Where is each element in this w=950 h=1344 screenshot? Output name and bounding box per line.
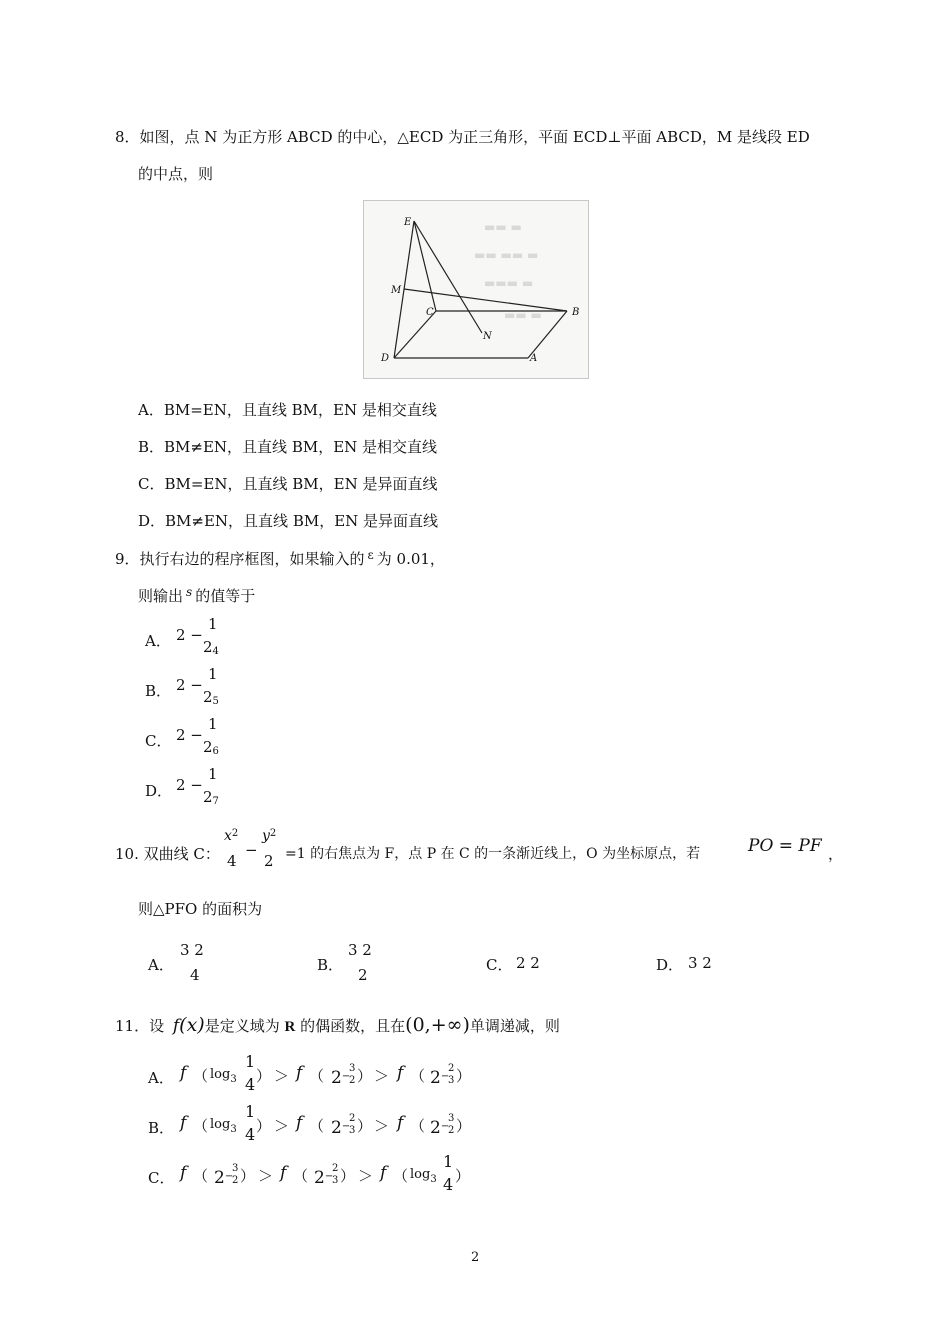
paren-left: （ [309, 1067, 325, 1085]
q9-line2 [138, 585, 255, 606]
exp-num: 3 [349, 1063, 356, 1074]
exp-den: 3 [332, 1175, 339, 1186]
power-term [430, 1068, 449, 1088]
segment-EN [414, 221, 482, 333]
minus-sign: − [245, 841, 258, 859]
exp-num: 2 [448, 1063, 455, 1074]
paren-left: （ [193, 1117, 209, 1135]
func-f: f [296, 1063, 303, 1083]
q9-line2-tail: 的值等于 [195, 587, 256, 605]
frac1-denominator: 4 [227, 852, 237, 870]
q8-line1: 8．如图，点 N 为正方形 ABCD 的中心，△ECD 为正三角形，平面 ECD⊥平面 ABCD，M 是线段 ED [115, 128, 810, 146]
geometry-figure [363, 200, 589, 379]
label-B: B [572, 307, 580, 318]
exp-num: 2 [332, 1163, 339, 1174]
var-x: x [224, 828, 232, 844]
q9-line1-tail: 为 0.01， [376, 550, 445, 568]
func-arg: (x) [179, 1014, 205, 1036]
paren-left: （ [193, 1167, 209, 1185]
power-base: 2 [430, 1118, 441, 1138]
numerator: 1 [208, 765, 218, 783]
log-term [410, 1167, 437, 1185]
power-base: 2 [331, 1068, 342, 1088]
denominator [203, 638, 219, 657]
func-f: f [296, 1113, 303, 1133]
power-term [314, 1168, 333, 1188]
q8-option-c: C．BM=EN，且直线 BM，EN 是异面直线 [138, 475, 438, 493]
paren-right: ） [240, 1167, 256, 1185]
option-label: C． [148, 1169, 175, 1187]
option-label: A． [148, 1069, 174, 1087]
q10-rest: =1 的右焦点为 F，点 P 在 C 的一条渐近线上，O 为坐标原点，若 [285, 846, 701, 862]
option-label: D． [145, 782, 173, 800]
numerator: 1 [208, 615, 218, 633]
var-y: y [262, 828, 270, 844]
paren-left: （ [410, 1117, 426, 1135]
numerator: 1 [208, 665, 218, 683]
log-term [210, 1117, 237, 1135]
label-E: E [404, 217, 412, 228]
frac-four: 4 [245, 1125, 256, 1144]
lead-term: 2 − [176, 626, 203, 644]
q11-prefix: 11．设 [115, 1017, 165, 1035]
func-f: f [180, 1113, 187, 1133]
gt-sign: ＞ [374, 1067, 390, 1085]
edge-EC [414, 221, 436, 311]
func-f: f [397, 1063, 404, 1083]
exp-den: 3 [448, 1075, 455, 1086]
power-neg: − [440, 1121, 450, 1132]
frac2-numerator [262, 828, 276, 844]
paren-right: ） [456, 1067, 472, 1085]
scan-ghost-text: ▬▬ ▬▬ ▬ [474, 248, 539, 262]
label-N: N [483, 331, 492, 342]
den-base: 2 [203, 638, 213, 656]
s-symbol: s [186, 585, 193, 599]
exp-num: 2 [349, 1113, 356, 1124]
func-f: f [380, 1163, 387, 1183]
q9-line1-text: 9．执行右边的程序框图，如果输入的 [115, 550, 365, 568]
option-label: C． [486, 956, 513, 974]
paren-left: （ [309, 1117, 325, 1135]
q9-line1 [115, 548, 445, 569]
q8-option-b: B．BM≠EN，且直线 BM，EN 是相交直线 [138, 438, 438, 456]
exp-den: 2 [232, 1175, 239, 1186]
den-base: 2 [203, 788, 213, 806]
power-base: 2 [430, 1068, 441, 1088]
log-word: log [210, 1067, 231, 1082]
exp-2: 2 [231, 828, 239, 839]
log-base: 3 [230, 1124, 237, 1135]
paren-right: ） [357, 1117, 373, 1135]
frac-one: 1 [245, 1102, 256, 1121]
q8-option-d: D．BM≠EN，且直线 BM，EN 是异面直线 [138, 512, 439, 530]
page-number: 2 [471, 1250, 480, 1265]
gt-sign: ＞ [374, 1117, 390, 1135]
func-f: f [172, 1016, 180, 1036]
power-neg: − [324, 1171, 334, 1182]
q8-line2: 的中点，则 [138, 165, 214, 183]
power-term [214, 1168, 233, 1188]
denominator [203, 788, 219, 807]
geometry-figure-svg [364, 201, 588, 378]
den-base: 2 [203, 688, 213, 706]
frac2-denominator: 2 [264, 852, 274, 870]
exp-den: 2 [448, 1125, 455, 1136]
paren-left: （ [393, 1167, 409, 1185]
lead-term: 2 − [176, 776, 203, 794]
option-text: 2 2 [516, 954, 540, 972]
paren-right: ） [455, 1167, 471, 1185]
q8-option-a: A．BM=EN，且直线 BM，EN 是相交直线 [138, 401, 437, 419]
paren-right: ） [340, 1167, 356, 1185]
log-base: 3 [430, 1174, 437, 1185]
den-base: 2 [203, 738, 213, 756]
epsilon-symbol: ε [367, 548, 374, 562]
option-label: A． [148, 956, 174, 974]
real-set: R [284, 1019, 296, 1035]
exp-num: 3 [232, 1163, 239, 1174]
scan-ghost-text: ▬▬▬ ▬ [484, 276, 534, 290]
option-text: 3 2 [688, 954, 712, 972]
power-neg: − [440, 1071, 450, 1082]
power-base: 2 [214, 1168, 225, 1188]
q10-line2: 则△PFO 的面积为 [138, 900, 263, 918]
lead-term: 2 − [176, 726, 203, 744]
q11-end: 单调递减，则 [469, 1017, 560, 1035]
frac-four: 4 [245, 1075, 256, 1094]
option-label: B． [317, 956, 344, 974]
power-base: 2 [314, 1168, 325, 1188]
scan-ghost-text: ▬▬ ▬ [484, 220, 522, 234]
log-word: log [210, 1117, 231, 1132]
label-A: A [530, 353, 538, 364]
func-f: f [180, 1063, 187, 1083]
log-word: log [410, 1167, 431, 1182]
power-neg: − [341, 1121, 351, 1132]
numerator: 3 2 [180, 941, 204, 959]
option-label: B． [148, 1119, 175, 1137]
q9-line2-text: 则输出 [138, 587, 184, 605]
lead-term: 2 − [176, 676, 203, 694]
func-f: f [280, 1163, 287, 1183]
q11-mid2: 的偶函数，且在 [300, 1017, 406, 1035]
paren-right: ） [357, 1067, 373, 1085]
frac-one: 1 [245, 1052, 256, 1071]
q10-condition: PO = PF [748, 836, 822, 856]
frac-one: 1 [443, 1152, 454, 1171]
den-exp: 6 [212, 746, 219, 757]
denominator: 2 [358, 966, 368, 984]
label-D: D [381, 353, 390, 364]
q11-mid: 是定义域为 [204, 1017, 280, 1035]
frac-four: 4 [443, 1175, 454, 1194]
power-neg: − [224, 1171, 234, 1182]
power-base: 2 [331, 1118, 342, 1138]
den-exp: 4 [212, 646, 219, 657]
paren-left: （ [410, 1067, 426, 1085]
exp-den: 3 [349, 1125, 356, 1136]
power-term [430, 1118, 449, 1138]
paren-left: （ [193, 1067, 209, 1085]
label-C: C [426, 307, 434, 318]
exp-num: 3 [448, 1113, 455, 1124]
scan-ghost-text: ▬▬ ▬ [504, 308, 542, 322]
interval: (0,+∞) [405, 1014, 470, 1036]
denominator [203, 738, 219, 757]
option-label: C． [145, 732, 172, 750]
paren-right: ） [456, 1117, 472, 1135]
option-label: B． [145, 682, 172, 700]
option-label: A． [145, 632, 171, 650]
exp-2: 2 [269, 828, 277, 839]
gt-sign: ＞ [358, 1167, 374, 1185]
paren-left: （ [293, 1167, 309, 1185]
func-f: f [397, 1113, 404, 1133]
q10-prefix: 10. 双曲线 C： [115, 845, 220, 863]
denominator [203, 688, 219, 707]
gt-sign: ＞ [274, 1067, 290, 1085]
gt-sign: ＞ [274, 1117, 290, 1135]
denominator: 4 [190, 966, 200, 984]
den-exp: 7 [212, 796, 219, 807]
power-neg: − [341, 1071, 351, 1082]
q11-stem [115, 1014, 560, 1036]
power-term [331, 1118, 350, 1138]
paren-right: ） [256, 1067, 272, 1085]
log-term [210, 1067, 237, 1085]
frac1-numerator [224, 828, 238, 844]
option-label: D． [656, 956, 684, 974]
func-f: f [180, 1163, 187, 1183]
label-M: M [391, 285, 402, 296]
q10-comma: ， [828, 845, 844, 863]
paren-right: ） [256, 1117, 272, 1135]
log-base: 3 [230, 1074, 237, 1085]
numerator: 3 2 [348, 941, 372, 959]
gt-sign: ＞ [258, 1167, 274, 1185]
exp-den: 2 [349, 1075, 356, 1086]
numerator: 1 [208, 715, 218, 733]
power-term [331, 1068, 350, 1088]
den-exp: 5 [212, 696, 219, 707]
